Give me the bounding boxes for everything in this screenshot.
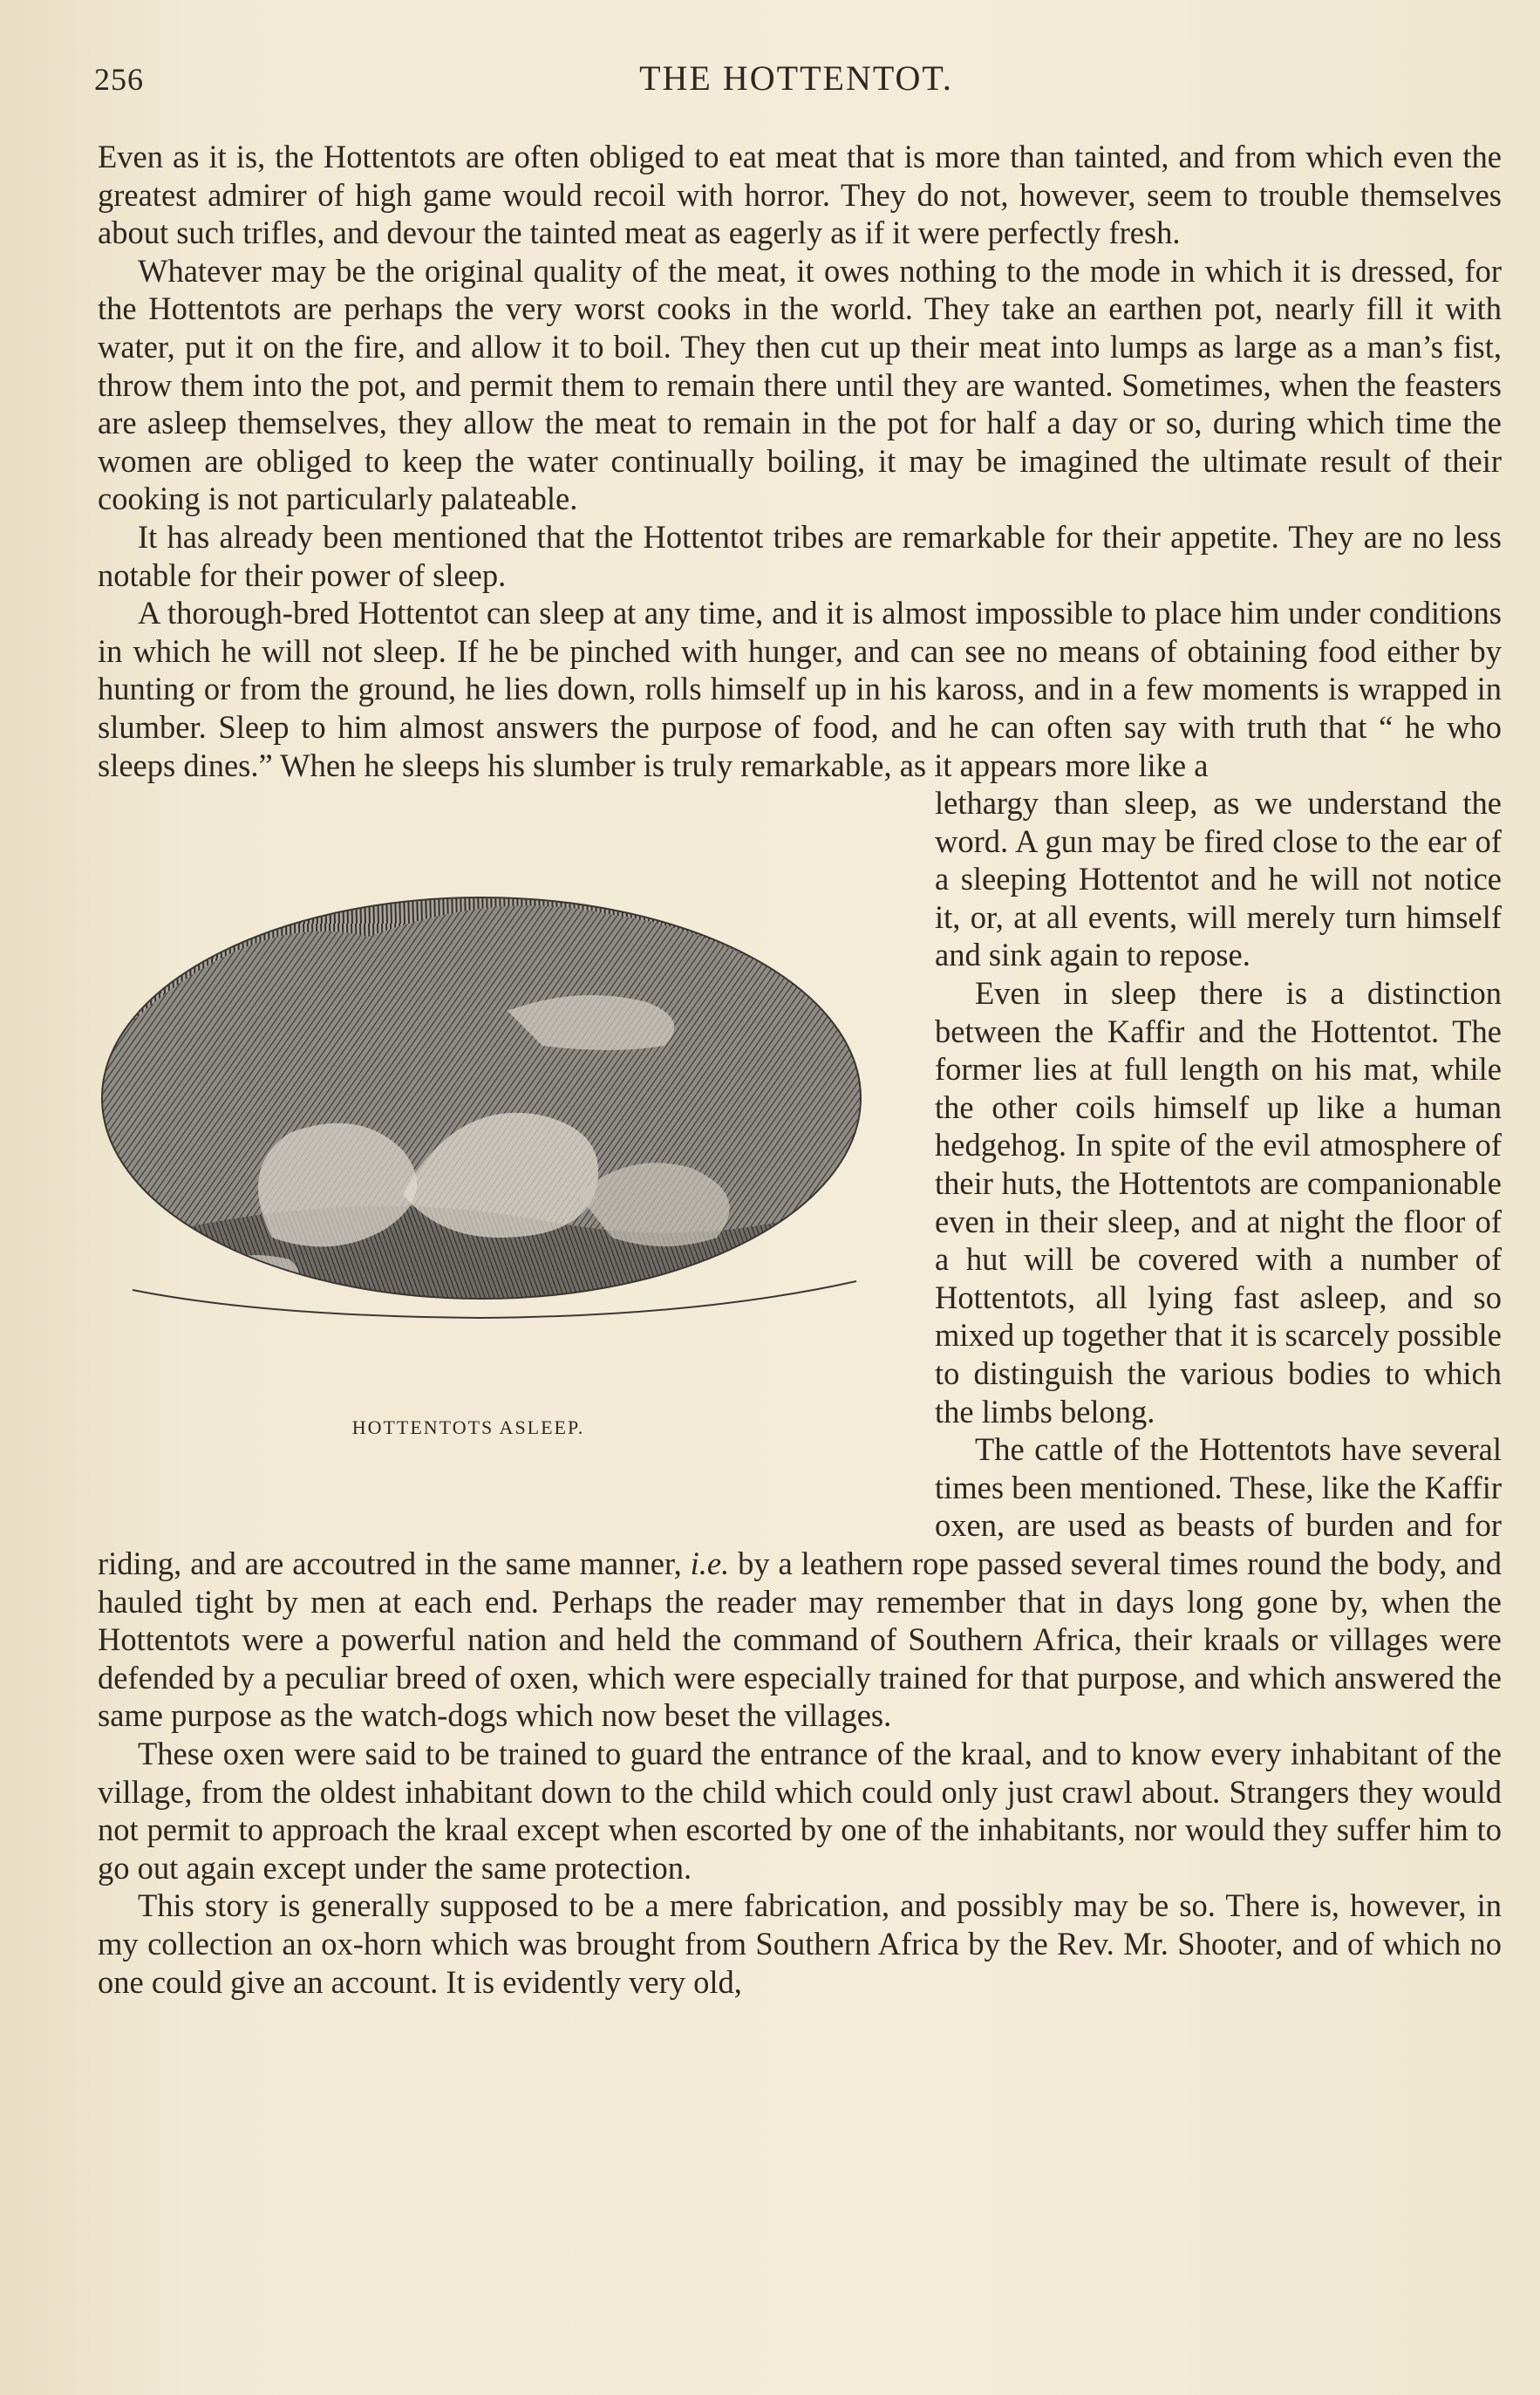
figure-caption: HOTTENTOTS ASLEEP. bbox=[351, 1416, 585, 1439]
paragraph: Even as it is, the Hottentots are often obliged to eat meat that is more than tainted, and from which even the greatest admirer of high game would recoil with horror. They do not, however, seem to trouble themselves about such trifles, and devour the tainted meat as eagerly as if it were perfectly fresh. bbox=[98, 139, 1502, 251]
wrapped-text-block bbox=[935, 784, 1502, 1430]
paragraph: These oxen were said to be trained to guard the entrance of the kraal, and to know every inhabitant of the village, from the oldest inhabitant down to the child which could only just crawl about. Strangers they would not permit to approach the kraal except when escorted by one of the inhabitants, nor would they suffer him to go out again except under the same protection. bbox=[98, 1735, 1502, 1886]
paragraph: A thorough-bred Hottentot can sleep at any time, and it is almost impossible to place him under conditions in which he will not sleep. If he be pinched with hunger, and can see no means of obtaining food either by hunting or from the ground, he lies down, rolls himself up in his kaross, and in a few moments is wrapped in slumber. Sleep to him almost answers the purpose of food, and he can often say with truth that “ he who sleeps dines.” When he sleeps his slumber is truly remarkable, as it appears more like a bbox=[98, 595, 1502, 783]
page-header bbox=[94, 54, 1498, 106]
paragraph: lethargy than sleep, as we understand the word. A gun may be fired close to the ear of a sleeping Hottentot and he will not notice it, or, at all events, will merely turn himself and sink again to repose. bbox=[935, 785, 1502, 973]
hottentots-asleep-engraving bbox=[89, 784, 917, 1395]
paragraph-text: by a leathern rope passed several times round the body, and hauled tight by men at each end. Perhaps the reader may remember that in days long gone by, when the Hottentots were a powerful nation and held the command of Southern Africa, their kraals or villages were defended by a peculiar breed of oxen, which were especially trained for that purpose, and which answered the same purpose as the watch-dogs which now beset the villages. bbox=[98, 1545, 1502, 1734]
illustration-figure bbox=[89, 784, 917, 1538]
paragraph: Even in sleep there is a distinction between the Kaffir and the Hottentot. The former lies at full length on his mat, while the other coils himself up like a human hedgehog. In spite of the evil atmosphere of their huts, the Hottentots are companionable even in their sleep, and at night the floor of a hut will be covered with a number of Hottentots, all lying fast asleep, and so mixed up together that it is scarcely possible to distinguish the various bodies to which the limbs belong. bbox=[935, 975, 1502, 1429]
body-text bbox=[98, 138, 1502, 2001]
running-title: THE HOTTENTOT. bbox=[639, 58, 953, 98]
paragraph: Whatever may be the original quality of the meat, it owes nothing to the mode in which it is dressed, for the Hottentots are perhaps the very worst cooks in the world. They take an earthen pot, nearly fill it with water, put it on the fire, and allow it to boil. They then cut up their meat into lumps as large as a man’s fist, throw them into the pot, and permit them to remain there until they are wanted. Sometimes, when the feasters are asleep themselves, they allow the meat to remain in the pot for half a day or so, during which time the women are obliged to keep the water continually boiling, it may be imagined the ultimate result of their cooking is not particularly palateable. bbox=[98, 252, 1502, 517]
paragraph: This story is generally supposed to be a mere fabrication, and possibly may be so. There is, however, in my collection an ox-horn which was brought from Southern Africa by the Rev. Mr. Shooter, and of which no one could give an account. It is evidently very old, bbox=[98, 1887, 1502, 2000]
page-number: 256 bbox=[94, 62, 144, 97]
paragraph: It has already been mentioned that the Hottentot tribes are remarkable for their appetite. They are no less notable for their power of sleep. bbox=[98, 518, 1502, 593]
italic-abbreviation: i.e. bbox=[690, 1545, 730, 1581]
paragraph-text: The cattle of the Hottentots have several times been mentioned. These, like the Kaffir oxen, are used as beasts of burden and for riding, and are accoutred in the same manner, bbox=[98, 1431, 1502, 1581]
